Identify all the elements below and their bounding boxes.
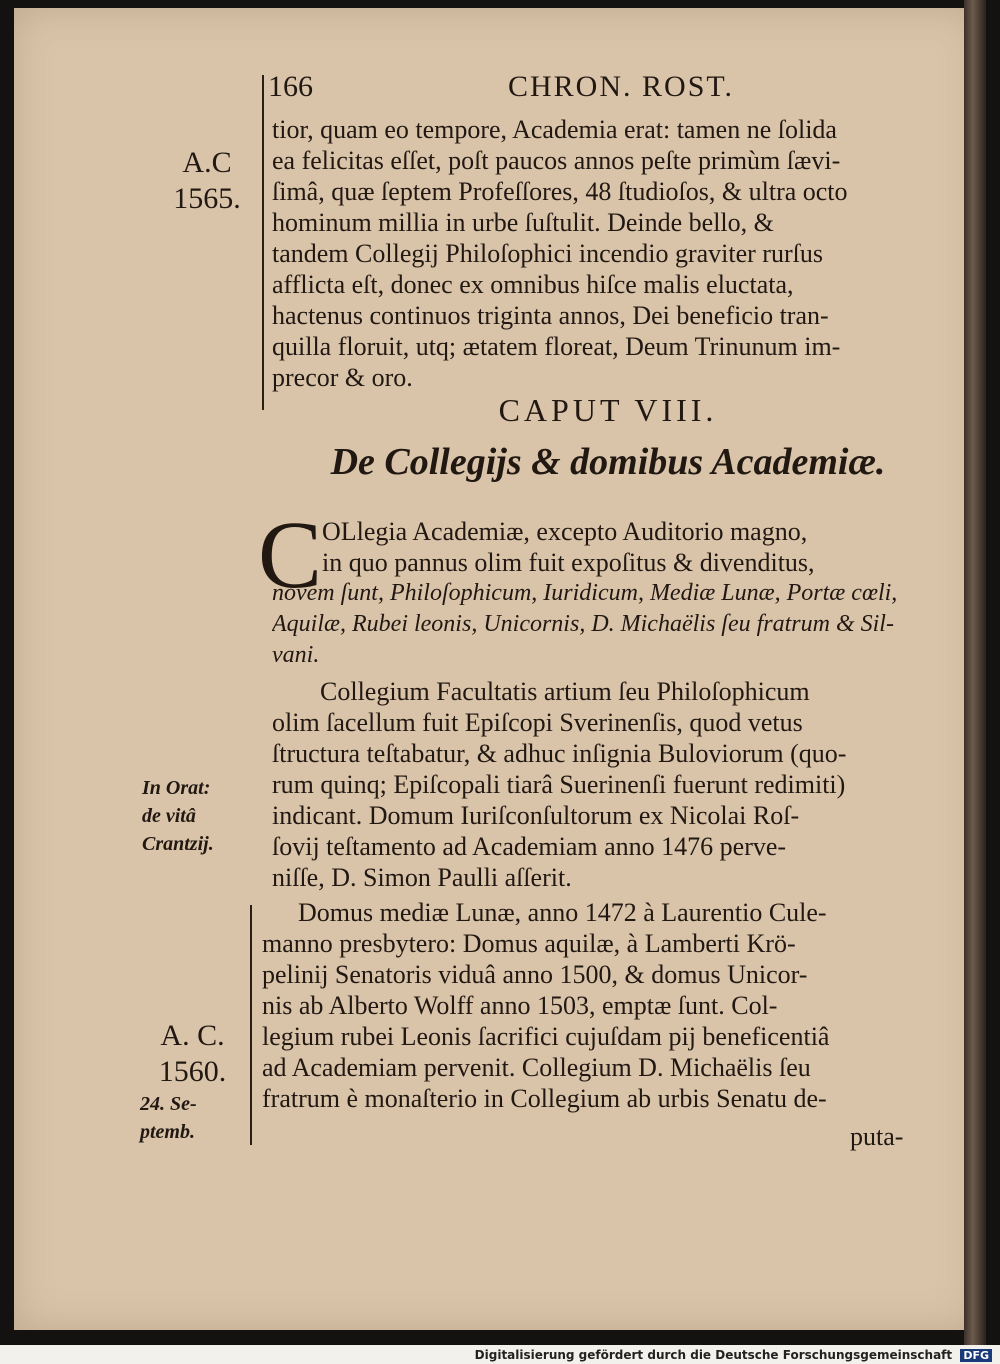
text-line: ea felicitas eſſet, poſt paucos annos peſte primùm ſævi-	[272, 146, 841, 175]
text-line: hominum millia in urbe ſuſtulit. Deinde bello, &	[272, 208, 774, 237]
text-line: pelinij Senatoris viduâ anno 1500, & domus Unicor-	[262, 960, 808, 989]
chapter-title: CAPUT VIII.	[498, 392, 718, 428]
margin-year-1560	[140, 1018, 245, 1146]
paragraph-3	[272, 676, 940, 893]
margin-date-line: 24. Se-	[140, 1093, 197, 1115]
text-line: olim ſacellum fuit Epiſcopi Sverinenſis, quod vetus	[272, 708, 803, 737]
text-line: Aquilæ, Rubei leonis, Unicornis, D. Michaëlis ſeu fratrum & Sil-	[272, 611, 894, 637]
text-line: OLlegia Academiæ, excepto Auditorio magno,	[322, 517, 808, 546]
text-line: nis ab Alberto Wolff anno 1503, emptæ ſunt. Col-	[262, 991, 778, 1020]
paragraph-1	[272, 114, 940, 393]
text-line: tior, quam eo tempore, Academia erat: tamen ne ſolida	[272, 115, 837, 144]
drop-cap: C	[258, 501, 323, 608]
paragraph-2-cont	[272, 578, 940, 671]
credit-text: Digitalisierung gefördert durch die Deutsche Forschungsgemeinschaft	[474, 1348, 953, 1362]
margin-year-1565	[162, 145, 252, 217]
text-line: fratrum è monaſterio in Collegium ab urbis Senatu de-	[262, 1084, 827, 1113]
margin-year-label: A.C	[182, 146, 232, 179]
margin-year-label: A. C.	[160, 1019, 225, 1052]
text-line: Collegium Facultatis artium ſeu Philoſophicum	[320, 677, 810, 706]
text-line: afflicta eſt, donec ex omnibus hiſce malis eluctata,	[272, 270, 794, 299]
chapter-subtitle: De Collegijs & domibus Academiæ.	[330, 441, 886, 483]
paragraph-4	[262, 897, 930, 1114]
text-line: ſimâ, quæ ſeptem Profeſſores, 48 ſtudioſos, & ultra octo	[272, 177, 848, 206]
paragraph-2	[322, 516, 932, 578]
citation-line: In Orat:	[142, 777, 211, 799]
margin-year-value: 1565.	[173, 182, 241, 215]
margin-rule-top	[262, 75, 264, 410]
text-line: ad Academiam pervenit. Collegium D. Michaëlis ſeu	[262, 1053, 811, 1082]
text-line: vani.	[272, 642, 320, 668]
text-line: ſtructura teſtabatur, & adhuc inſignia Buloviorum (quo-	[272, 739, 847, 768]
text-line: ſovij teſtamento ad Academiam anno 1476 perve-	[272, 832, 787, 861]
margin-citation	[142, 774, 252, 858]
page-number: 166	[268, 70, 313, 103]
text-line: novem ſunt, Philoſophicum, Iuridicum, Mediæ Lunæ, Portæ cœli,	[272, 580, 898, 606]
margin-date-line: ptemb.	[140, 1121, 195, 1143]
text-line: quilla floruit, utq; ætatem floreat, Deum Trinunum im-	[272, 332, 841, 361]
catchword: puta-	[850, 1122, 904, 1151]
page-edge	[964, 0, 986, 1345]
text-line: precor & oro.	[272, 363, 413, 392]
text-line: Domus mediæ Lunæ, anno 1472 à Laurentio Cule-	[298, 898, 827, 927]
citation-line: Crantzij.	[142, 833, 214, 855]
text-line: manno presbytero: Domus aquilæ, à Lamberti Krö-	[262, 929, 796, 958]
text-line: indicant. Domum Iuriſconſultorum ex Nicolai Roſ-	[272, 801, 800, 830]
citation-line: de vitâ	[142, 805, 196, 827]
text-line: niſſe, D. Simon Paulli aſſerit.	[272, 863, 572, 892]
text-line: tandem Collegij Philoſophici incendio graviter rurſus	[272, 239, 823, 268]
margin-rule-bottom	[250, 905, 252, 1145]
running-title: CHRON. ROST.	[508, 70, 734, 103]
text-line: legium rubei Leonis ſacrifici cujuſdam pij beneficentiâ	[262, 1022, 830, 1051]
margin-year-value: 1560.	[158, 1055, 227, 1088]
digitization-credit	[475, 1348, 992, 1362]
page-header	[268, 70, 968, 110]
text-line: in quo pannus olim fuit expoſitus & divenditus,	[322, 548, 815, 577]
dfg-logo: DFG	[960, 1349, 992, 1362]
text-line: hactenus continuos triginta annos, Dei beneficio tran-	[272, 301, 829, 330]
text-line: rum quinq; Epiſcopali tiarâ Suerinenſi fuerunt redimiti)	[272, 770, 846, 799]
